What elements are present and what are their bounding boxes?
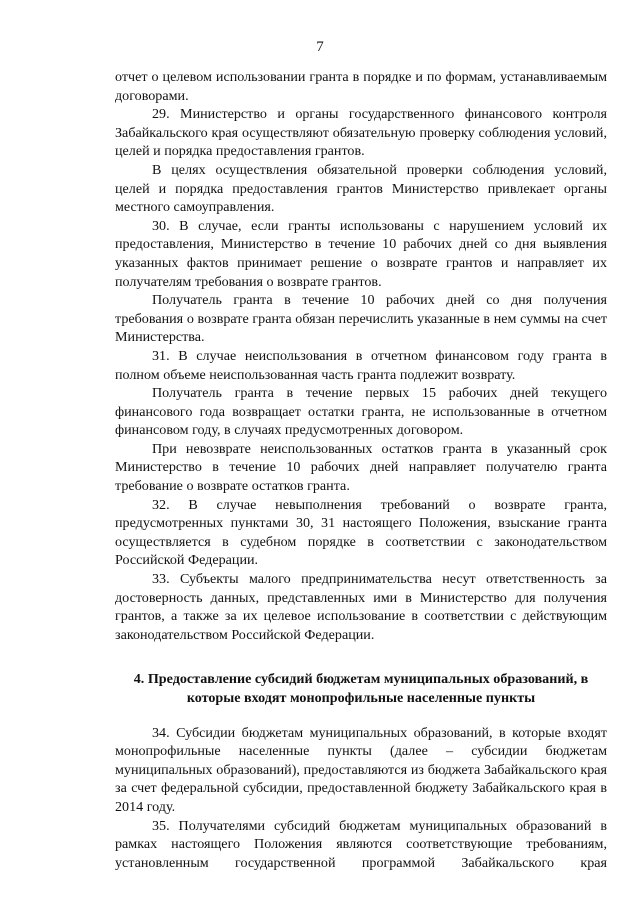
- page-number: 7: [316, 39, 324, 55]
- paragraph: 32. В случае невыполнения требований о возврате гранта, предусмотренных пунктами 30, 31 настоящего Положения, взыскание гранта осуществляется в судебном порядке в соответствии с законодательством Российской Федерации.: [115, 496, 607, 569]
- paragraph: Получатель гранта в течение первых 15 рабочих дней текущего финансового года возвращает остатки гранта, не использованные в отчетном финансовом году, в случаях предусмотренных договором.: [115, 385, 607, 439]
- document-body: [115, 68, 607, 872]
- paragraph: 30. В случае, если гранты использованы с нарушением условий их предоставления, Министерство в течение 10 рабочих дней со дня выявления указанных фактов принимает решение о возврате грантов и направляет их получателям требования о возврате грантов.: [115, 217, 607, 290]
- paragraph: отчет о целевом использовании гранта в порядке и по формам, устанавливаемым договорами.: [115, 69, 607, 104]
- paragraph: В целях осуществления обязательной проверки соблюдения условий, целей и порядка предоставления грантов Министерство привлекает органы местного самоуправления.: [115, 161, 607, 216]
- paragraph: 34. Субсидии бюджетам муниципальных образований, в которые входят монопрофильные населенные пункты (далее – субсидии бюджетам муниципальных образований), предоставляются из бюджета Забайкальского края за счет федеральной субсидии, предоставленной бюджету Забайкальского края в 2014 году.: [115, 724, 607, 815]
- paragraphs-after-section: [115, 724, 607, 873]
- paragraph: 31. В случае неиспользования в отчетном финансовом году гранта в полном объеме неиспользованная часть гранта подлежит возврату.: [115, 347, 607, 383]
- paragraph: При невозврате неиспользованных остатков гранта в указанный срок Министерство в течение 10 рабочих дней направляет получателю гранта требование о возврате остатков гранта.: [115, 440, 607, 495]
- paragraph: 35. Получателями субсидий бюджетам муниципальных образований в рамках настоящего Положения являются соответствующие требованиям, установленным государственной программой Забайкальского края: [115, 817, 607, 871]
- paragraph: 29. Министерство и органы государственного финансового контроля Забайкальского края осуществляют обязательную проверку соблюдения условий, целей и порядка предоставления грантов.: [115, 106, 607, 160]
- section-title: 4. Предоставление субсидий бюджетам муниципальных образований, в которые входят монопрофильные населенные пункты: [133, 671, 589, 706]
- paragraph: Получатель гранта в течение 10 рабочих дней со дня получения требования о возврате гранта обязан перечислить указанные в нем суммы на счет Министерства.: [115, 292, 607, 346]
- paragraphs-before-section: [115, 68, 607, 644]
- paragraph: 33. Субъекты малого предпринимательства несут ответственность за достоверность данных, представленных ими в Министерство для получения грантов, а также за их целевое использование в соответствии с действующим законодательством Российской Федерации.: [115, 571, 607, 643]
